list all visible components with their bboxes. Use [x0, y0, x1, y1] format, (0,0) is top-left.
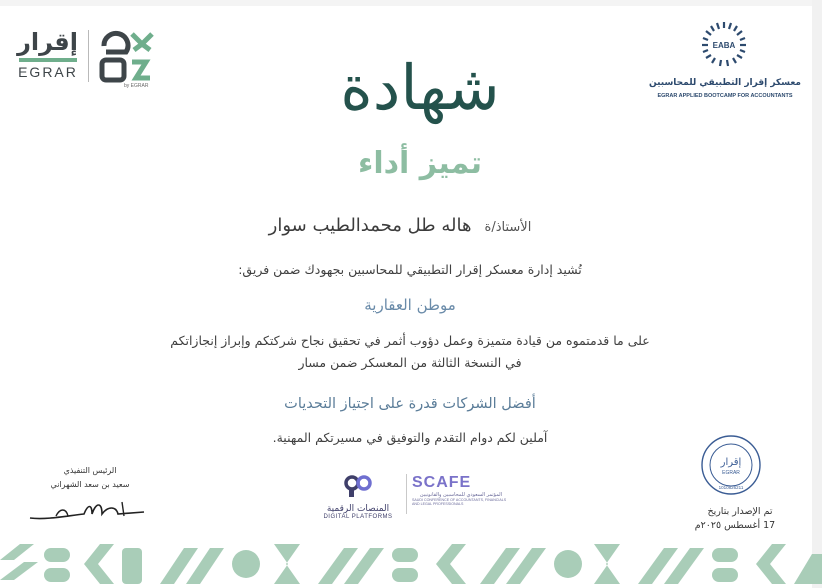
body-line-2: في النسخة الثالثة من المعسكر ضمن مسار [298, 355, 522, 370]
stamp-center-arabic: إقرار [720, 457, 742, 468]
scafe-logo [412, 474, 512, 506]
stamp-center-english: EGRAR [722, 470, 740, 476]
eaba-abbr: EABA [712, 41, 736, 50]
issue-date: 17 أغسطس ٢٠٢٥م [694, 520, 776, 531]
intro-text: تُشيد إدارة معسكر إقرار التطبيقي للمحاسبين بجهودك ضمن فريق: [238, 262, 582, 277]
recipient-row [240, 215, 560, 236]
official-stamp-seal [700, 434, 762, 496]
egrar-logo-english: EGRAR [18, 64, 78, 80]
signatory-title: الرئيس التنفيذي [63, 466, 117, 475]
recipient-name: هاله طل محمدالطيب سوار [268, 215, 472, 236]
issue-date-label: تم الإصدار بتاريخ [707, 506, 773, 517]
eaba-name-english: EGRAR APPLIED BOOTCAMP FOR ACCOUNTANTS [657, 93, 793, 99]
ee-logo-icon [98, 26, 160, 86]
stamp-number: 1010826211 [718, 485, 744, 490]
digital-platforms-english: DIGITAL PLATFORMS [323, 514, 393, 520]
bottom-decorative-pattern [0, 540, 822, 588]
scafe-wordmark: SCAFE [412, 474, 472, 491]
scafe-arabic: المؤتمر السعودي للمحاسبين والقانونيين [419, 492, 502, 498]
logo-divider [88, 30, 89, 82]
certificate-title: شهادة [340, 51, 500, 124]
signatory-name: سعيد بن سعد الشهراني [50, 480, 130, 489]
top-edge [0, 0, 822, 6]
digital-platforms-icon [341, 474, 375, 498]
by-egrar-caption: by EGRAR [124, 83, 149, 89]
right-edge [812, 0, 822, 588]
award-track: أفضل الشركات قدرة على اجتياز التحديات [284, 396, 536, 412]
certificate-subtitle: تميز أداء [357, 146, 483, 181]
recipient-prefix: الأستاذ/ة [484, 220, 532, 235]
body-line-1: على ما قدمتموه من قيادة متميزة وعمل دؤوب أثمر في تحقيق نجاح شركتكم وإبراز إنجازاتكم [170, 333, 650, 348]
eaba-name-arabic: معسكر إقرار التطبيقي للمحاسبين [649, 78, 801, 88]
closing-wish: آملين لكم دوام التقدم والتوفيق في مسيرتكم المهنية. [272, 430, 548, 445]
eaba-logo-icon [700, 20, 748, 68]
digital-platforms-logo [318, 474, 398, 520]
egrar-logo [18, 28, 78, 80]
digital-platforms-arabic: المنصات الرقمية [326, 504, 390, 514]
egrar-logo-arabic: إقرار [17, 28, 78, 56]
scafe-english: SAUDI CONFERENCE OF ACCOUNTANTS, FINANCIALS AND LEGAL PROFESSIONALS [412, 498, 507, 506]
partner-divider [406, 474, 407, 514]
team-name: موطن العقارية [364, 296, 456, 314]
egrar-logo-bar [19, 58, 77, 62]
signature-mark [26, 494, 150, 524]
